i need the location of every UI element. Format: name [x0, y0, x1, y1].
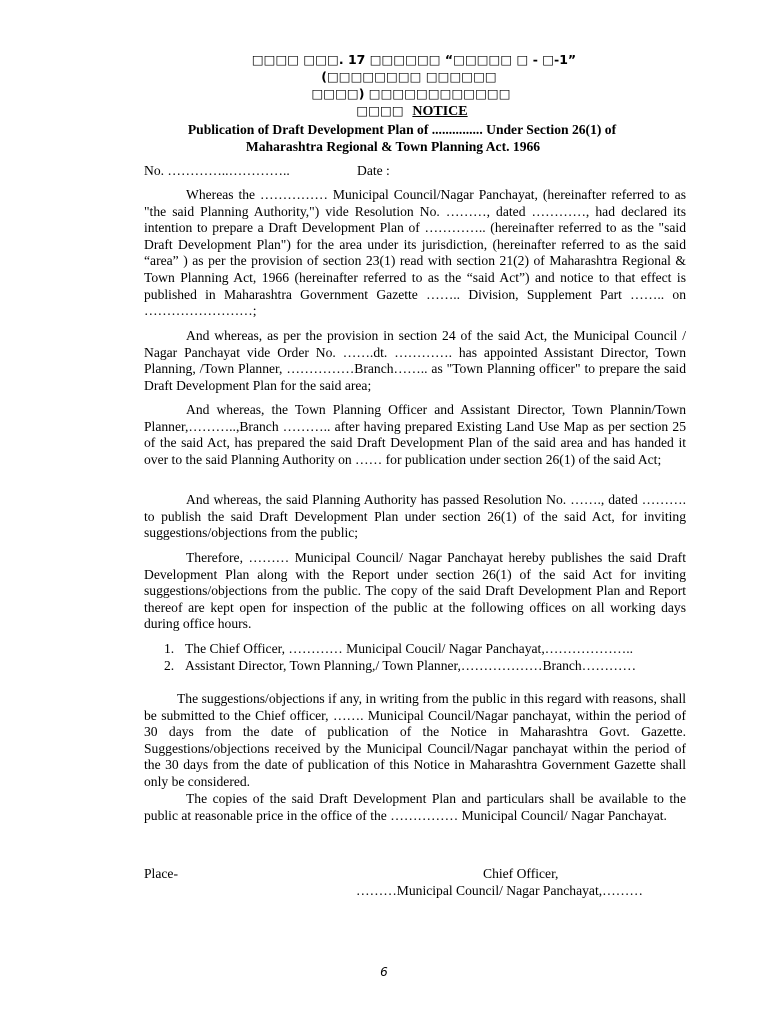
list-item-text: Assistant Director, Town Planning,/ Town Planner,………………Branch…………	[185, 657, 637, 673]
header-line-3: □□□□) □□□□□□□□□□□□	[311, 86, 511, 101]
paragraph-appointment: And whereas, as per the provision in section 24 of the said Act, the Municipal Council / Nagar Panchayat vide Order No. …….dt. …………. has appointed Assistant Director, Town Planning, /Town Planner, ……………Branch…….. as "Town Planning officer" to prepare the said Draft Development Plan for the said area;	[144, 328, 686, 393]
notice-prefix: □□□□	[356, 103, 404, 118]
reference-number: No. …………..…………..	[144, 163, 290, 178]
reference-date: Date :	[357, 163, 390, 178]
paragraph-suggestions: The suggestions/objections if any, in writing from the public in this regard with reasons, shall be submitted to the Chief officer, ……. Municipal Council/Nagar panchayat, within the period of 30 days from the date of publication of the Notice in Maharashtra Govt. Gazette. Suggestions/objections received by the Municipal Council/Nagar panchayat within the period of the 30 days from the date of publication of this Notice in Maharashtra Government Gazette shall only be considered.	[144, 691, 686, 789]
paragraph-copies: The copies of the said Draft Development Plan and particulars shall be available to the public at reasonable price in the office of the …………… Municipal Council/ Nagar Panchayat.	[144, 791, 686, 823]
signatory-title: Chief Officer,	[483, 866, 559, 881]
list-item	[164, 641, 636, 658]
list-item-text: The Chief Officer, ………… Municipal Coucil/ Nagar Panchayat,………………..	[185, 641, 634, 656]
page-number: 6	[380, 965, 388, 979]
header-line-1: □□□□ □□□. 17 □□□□□□ “□□□□□ □ - □-1”	[251, 52, 577, 67]
signatory-organization: ………Municipal Council/ Nagar Panchayat,………	[356, 883, 643, 898]
office-list	[164, 641, 636, 674]
title-line-1: Publication of Draft Development Plan of ............... Under Section 26(1) of	[187, 122, 617, 137]
paragraph-preparation: And whereas, the Town Planning Officer and Assistant Director, Town Plannin/Town Planner,………..,Branch ……….. after having prepared Existing Land Use Map as per section 25 of the said Act, has prepared the said Draft Development Plan of the said area and has handed it over to the said Planning Authority on …… for publication under section 26(1) of the said Act;	[144, 402, 686, 467]
notice-heading	[0, 102, 768, 120]
list-item-number: 2.	[164, 657, 175, 673]
notice-label: NOTICE	[412, 104, 468, 119]
paragraph-resolution: And whereas, the said Planning Authority has passed Resolution No. ……., dated ………. to publish the said Draft Development Plan under section 26(1) of the said Act, for inviting suggestions/objections from the public;	[144, 492, 686, 541]
paragraph-publication: Therefore, ……… Municipal Council/ Nagar Panchayat hereby publishes the said Draft Development Plan along with the Report under section 26(1) of the said Act for inviting suggestions/objections from the public. The copy of the said Draft Development Plan and Report thereof are kept open for inspection of the public at the following offices on all working days during office hours.	[144, 550, 686, 632]
paragraph-whereas: Whereas the …………… Municipal Council/Nagar Panchayat, (hereinafter referred to as "the said Planning Authority,") vide Resolution No. ………, dated …………, had declared its intention to prepare a Draft Development Plan of ………….. (hereinafter referred to as the "said Draft Development Plan") for the area under its jurisdiction, (hereinafter referred to as the said “area” ) as per the provision of section 23(1) read with section 21(2) of Maharashtra Regional & Town Planning Act, 1966 (hereinafter referred to as the “said Act”) and notice to that effect is published in Maharashtra Government Gazette …….. Division, Supplement Part …….. on ……………………;	[144, 187, 686, 319]
title-line-2: Maharashtra Regional & Town Planning Act. 1966	[245, 139, 541, 154]
list-item	[164, 658, 636, 675]
list-item-number: 1.	[164, 641, 175, 656]
header-line-2: (□□□□□□□□ □□□□□□	[321, 69, 497, 84]
place-label: Place-	[144, 866, 178, 881]
